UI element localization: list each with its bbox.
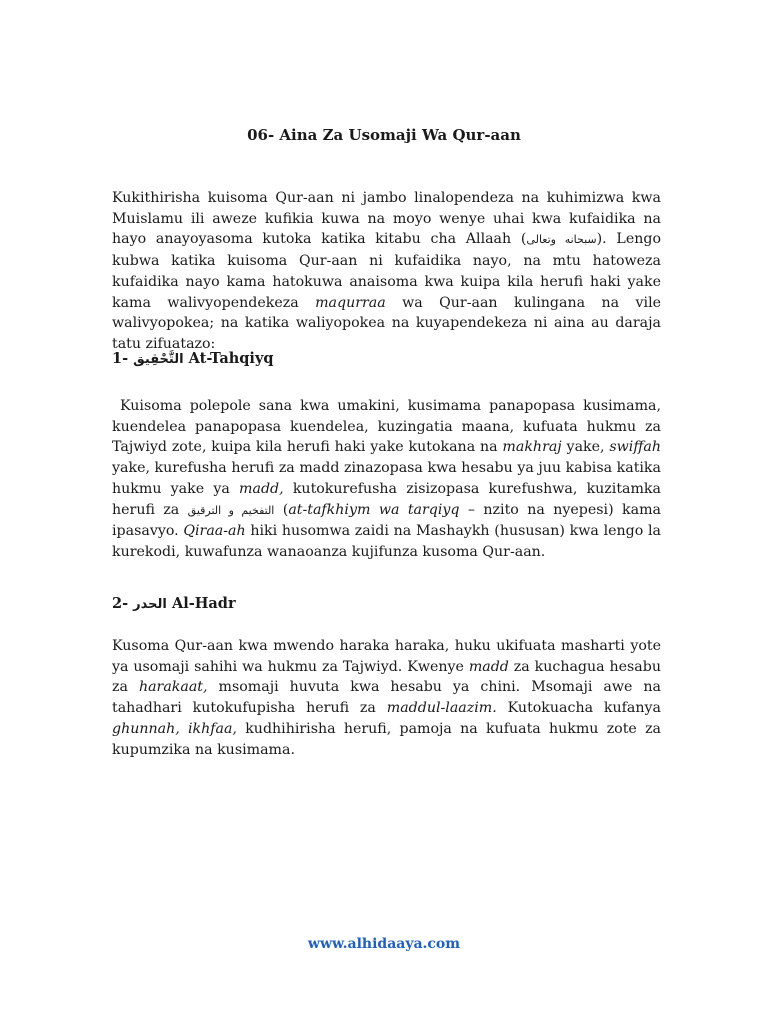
section1-italic: at-tafkhiym wa tarqiyq [288, 501, 460, 518]
section2-name: Al-Hadr [171, 595, 236, 612]
section1-name: At-Tahqiyq [188, 350, 274, 367]
section1-text: Kuisoma polepole sana kwa umakini, kusimama panapopasa kusimama, kuendelea panapopasa kuendelea, kuzingatia maana, kufuata hukmu za Tajwiyd zote, kuipa kila herufi haki yake kutokana na [112, 398, 661, 456]
section2-text: Kusoma Qur-aan kwa mwendo haraka haraka, huku ukifuata masharti yote ya usomaji sahihi wa hukmu za Tajwiyd. Kwenye [112, 638, 661, 675]
section1-italic: swiffah [609, 439, 661, 456]
intro-italic: maqurraa [315, 294, 386, 311]
section1-text: yake, [561, 439, 610, 456]
intro-text: ). Lengo kubwa katika kuisoma Qur-aan ni kufaidika nayo, na mtu hatoweza kufaidika nayo kama hatokuwa anaisoma kwa kuipa kila herufi haki yake kama walivyopendekeza [112, 231, 661, 311]
section2-arabic: الحدر [133, 597, 167, 612]
section1-arabic: التَّحْقِيق [133, 352, 184, 367]
section2-text: msomaji huvuta kwa hesabu ya chini. Msomaji awe na tahadhari kutokufupisha herufi za [112, 679, 661, 717]
intro-paragraph [112, 188, 661, 355]
section2-paragraph [112, 636, 661, 760]
section2-number: 2- [112, 595, 129, 612]
section2-text: kudhihirisha herufi, pamoja na kufuata hukmu zote za kupumzika na kusimama. [112, 720, 662, 758]
section2-italic: harakaat, [138, 679, 208, 696]
section1-text: yake, kurefusha herufi za madd zinazopasa kwa hesabu ya juu kabisa katika hukmu yake ya [112, 460, 661, 497]
section1-text: kutokurefusha zisizopasa kurefushwa, kuzitamka herufi za [112, 480, 661, 518]
section1-paragraph [112, 396, 661, 563]
section2-italic: maddul-laazim. [386, 700, 497, 717]
section1-arabic-inline: التفخيم و الترقيق [187, 503, 275, 517]
section1-text: ( [274, 501, 289, 518]
section1-number: 1- [112, 350, 129, 367]
section1-heading [112, 350, 274, 367]
section2-heading [112, 595, 236, 612]
section1-italic: makhraj [502, 439, 562, 456]
section1-text: – nzito na nyepesi) kama ipasavyo. [112, 501, 661, 540]
intro-text: Kukithirisha kuisoma Qur-aan ni jambo linalopendeza na kuhimizwa kwa Muislamu ili aweze kufikia kuwa na moyo wenye uhai kwa kufaidika na hayo anayoyasoma kutoka katika kitabu cha Allaah ( [112, 190, 661, 248]
footer-link[interactable]: www.alhidaaya.com [307, 936, 461, 952]
section2-italic: madd [468, 658, 509, 675]
section1-text: hiki husomwa zaidi na Mashaykh (hususan) kwa lengo la kurekodi, kuwafunza wanaoanza kujifunza kusoma Qur-aan. [112, 523, 661, 560]
section2-text: za kuchagua hesabu za [112, 658, 661, 696]
intro-text: wa Qur-aan kulingana na vile walivyopokea; na katika waliyopokea na kuyapendekeza ni aina au daraja tatu zifuatazo: [112, 294, 661, 352]
section2-text: Kutokuacha kufanya [496, 700, 661, 717]
page-title: 06- Aina Za Usomaji Wa Qur-aan [247, 126, 521, 144]
section1-italic: madd, [239, 480, 284, 497]
section2-italic: ghunnah, ikhfaa, [112, 720, 237, 737]
intro-arabic: سبحانه وتعالى [526, 233, 597, 247]
section1-italic: Qiraa-ah [183, 523, 246, 540]
